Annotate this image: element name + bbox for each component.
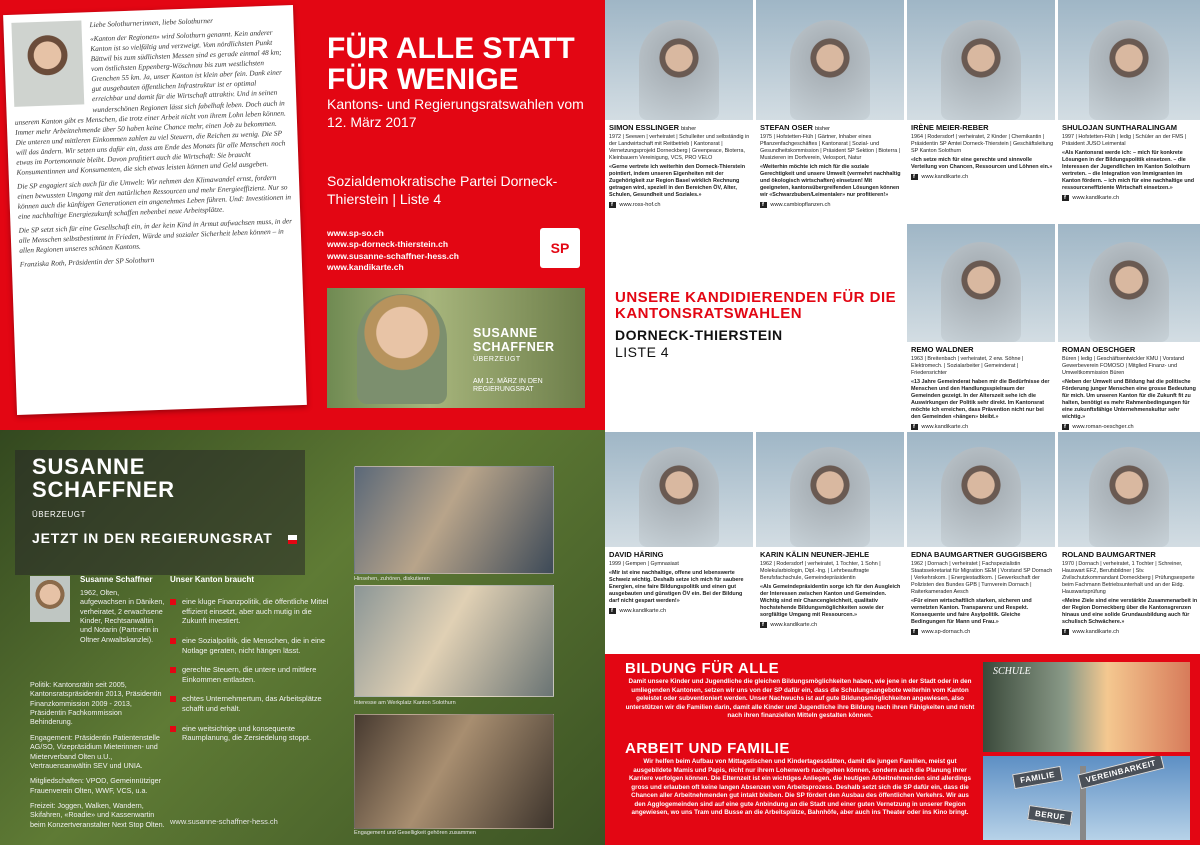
candidate-photo	[1058, 432, 1200, 547]
candidate-web[interactable]: f www.kandikarte.ch	[911, 424, 1054, 430]
link-susanne[interactable]: www.susanne-schaffner-hess.ch	[327, 250, 459, 261]
candidate-quote: «Gerne vertrete ich weiterhin den Dorneck-Thierstein pointiert, indem unseren Eigenheiten mit der Zugehörigkeit zur Region Basel wirklich Rechnung getragen wird, speziell in den Bereichen ÖV, Alter, Schulen, Gesundheit und Soziales.»	[609, 164, 746, 199]
candidate-bio: Büren | ledig | Geschäftsentwickler KMU | Vorstand Gewerbeverein FOMOSO | Mitglied Finanz- und Umweltkommission Büren	[1062, 355, 1184, 376]
candidate-info	[1062, 550, 1198, 652]
arbeit-heading: ARBEIT UND FAMILIE	[625, 740, 790, 757]
list-item: gerechte Steuern, die untere und mittlere Einkommen entlasten.	[170, 665, 335, 684]
candidate-web[interactable]: f www.kandikarte.ch	[760, 622, 903, 629]
candidate-bio: 1972 | Seewen | verheiratet | Schulleiter und selbständig in der Landwirtschaft mit Reitbetrieb | Kantonsrat | Vernetzungsprojekt Dorneckberg | Greenpeace, Bioterra, Kleinbauern Vereinigung, VCS, PRO VELO	[609, 134, 750, 162]
candidate-quote: «Für einen wirtschaftlich starken, sicheren und vernetzten Kanton. Transparenz und Respekt. Konsequente und faire Asylpolitik. Gleiche Bedingungen für Mann und Frau.»	[911, 597, 1032, 625]
bio-freizeit: Freizeit: Joggen, Walken, Wandern, Skifahren, «Roadie» und Kassenwartin beim Konzertveranstalter Next Stop Olten.	[30, 800, 165, 829]
photo-caption-1: Hinsehen, zuhören, diskutieren	[354, 576, 430, 582]
sp-logo: SP	[540, 228, 580, 268]
candidate-name: KARIN KÄLIN NEUNER-JEHLE	[760, 550, 870, 559]
candidate-web[interactable]: f www.cambiopflanzen.ch	[760, 202, 903, 209]
candidate-quote: «Weiterhin möchte ich mich für die soziale Gerechtigkeit und unsere Umwelt (vermehrt nachhaltig und ökologisch wirtschaften) einsetzen! Mit geeigneten, kantonsübergreifenden Lösungen können wir «Schwarzbuben/Leimentaler» nur profitieren!»	[760, 164, 901, 199]
candidate-bio: 1963 | Breitenbach | verheiratet, 2 erw. Söhne | Elektromech. | Sozialarbeiter | Gemeinderat | Friedensrichter	[911, 355, 1024, 376]
canton-list	[170, 597, 335, 753]
chalkboard-text: SCHULE	[993, 666, 1031, 677]
portrait-slogan: JETZT IN DEN REGIERUNGSRAT	[32, 530, 273, 546]
letter-paragraph-1: «Kanton der Regionen» wird Solothurn genannt. Kein anderer Kanton ist so vielfältig und verzweigt. Vom nördlichsten Punkt Bättwil bis zum südlichsten Messen sind es gerade einmal 48 km; vom östlichsten Eppenberg-Wöschnau bis zum westlichsten Grenchen 55 km. Ja, unser Kanton ist klein aber fein. Dank einer gut ausgebauten öffentlichen Infrastruktur ist er optimal erreichbar und damit für die Wirtschaft attraktiv. Und in seinen wunderschönen Regionen lässt sich fabelhaft leben. Doch auch in unserem Kanton gibt es Menschen, die trotz einer Arbeit nicht von ihrem Lohn leben können. Immer mehr Arbeitnehmende über 50 haben keine Chance mehr, einen Job zu bekommen. Die unteren und mittleren Einkommen zahlen zu viel Steuern, die Reichen zu wenig. Die SP will das ändern. Wir setzen uns dafür ein, dass am Ende des Monats für alle Menschen noch etwas im Portemonnaie bleibt. Davon profitiert auch die Wirtschaft: Sie braucht Konsumentinnen und Konsumenten, die sich etwas leisten können und Geld ausgeben.	[14, 27, 286, 177]
cover-candidate-name: SUSANNE SCHAFFNER	[473, 326, 555, 354]
candidate-photo	[756, 0, 904, 120]
sign-vereinbarkeit: VEREINBARKEIT	[1077, 756, 1164, 789]
link-sp-dorneck[interactable]: www.sp-dorneck-thierstein.ch	[327, 239, 449, 250]
cover-ueberzeugt: ÜBERZEUGT	[473, 356, 521, 363]
flag-icon	[288, 535, 297, 544]
candidate-web[interactable]: f www.roman-oeschger.ch	[1062, 424, 1198, 430]
bio-intro: 1962, Olten, aufgewachsen in Däniken, verheiratet, 2 erwachsene Kinder, Rechtsanwältin und Notarin (Partnerin in Oltner Anwaltskanzlei).	[80, 588, 165, 644]
candidate-web[interactable]: f www.sp-dornach.ch	[911, 629, 1054, 636]
candidates-heading: UNSERE KANDIDIERENDEN FÜR DIE KANTONSRATSWAHLEN	[615, 289, 897, 322]
cover-subtitle: Kantons- und Regierungsratswahlen vom 12. März 2017	[327, 96, 584, 130]
cover-title: FÜR ALLE STATT FÜR WENIGE	[327, 32, 575, 96]
candidate-info	[760, 123, 903, 223]
letter-paragraph-2: Die SP engagiert sich auch für die Umwelt: Wir nehmen den Klimawandel ernst, fordern einen bewussten Umgang mit den natürlichen Ressourcen und mehr Energieeffizienz. Nur so können auch die künftigen Generationen ein angenehmes Leben führen. Und: Investitionen in eine nachhaltige Energiezukunft schaffen nebenbei neue Arbeitsplätze.	[16, 172, 292, 221]
candidate-bio: 1997 | Hofstetten-Flüh | ledig | Schüler an der FMS | Präsident JUSO Leimental	[1062, 133, 1187, 147]
candidate-photo	[907, 224, 1055, 342]
cover-party: Sozialdemokratische Partei Dorneck-Thierstein | Liste 4	[327, 173, 558, 208]
arbeit-text: Wir helfen beim Aufbau von Mittagstischen und Kindertagesstätten, damit die jungen Familien, meist gut ausgebildete Mamis und Papis, nicht nur ihrem Lohenwerb nachgehen können, sondern auch die Planung ihrer Karriere verfolgen können. Die Elternzeit ist ein wichtiges Anliegen, die heutigen Arbeitnehmenden sind allerdings gross und erlauben oft keine langen Absenzen vom Arbeitsprozess. Deshalb setzt sich die SP dafür ein, dass die Chancen aller Arbeitnehmenden gut intakt bleiben. Die SP fördert den Ausbau des öffentlichen Verkehrs. Wir aus den Agglogemeinden sind auf eine gute Anbindung an die Stadt und einer guten Vernetzung in unserer Region angewiesen, wo uns Tram und Busse an die Arbeitsplätze, Bahnhöfe, aber auch ins Theater oder ins Kino bringt.	[628, 758, 972, 816]
bio-photo	[30, 576, 70, 622]
candidate-info	[609, 123, 752, 223]
candidate-name: STEFAN OSER bisher	[760, 123, 831, 132]
candidate-bio: 1962 | Rodersdorf | verheiratet, 1 Tochter, 1 Sohn | Molekularbiologin, Dipl.-Ing. | Lehrbeauftragte Berufsfachschule, Gemeindepräsidentin	[760, 560, 881, 581]
candidate-photo	[1058, 0, 1200, 120]
candidate-bio: 1962 | Dornach | verheiratet | Fachspezialistin Staatssekretariat für Migration SEM | Vorstand SP Dornach | Verkehrskom. | Energiestadtkom. | Gewerkschaft der Polizisten des Bundes GPB | Turnverein Dornach | Raiterkameraden Aesch	[911, 560, 1053, 595]
candidate-photo	[756, 432, 904, 547]
president-letter	[3, 5, 307, 415]
candidate-name: IRÈNE MEIER-REBER	[911, 123, 989, 132]
campaign-photo-2	[354, 585, 554, 697]
list-item: eine kluge Finanzpolitik, die öffentliche Mittel effizient einsetzt, aber auch mutig in die Zukunft investiert.	[170, 597, 335, 626]
bio-engagement: Engagement: Präsidentin Patientenstelle AG/SO, Vizepräsidium Mieterinnen- und Mieterverband Olten u.U., Vertrauensanwältin SEV und UNIA.	[30, 732, 160, 770]
candidate-bio: 1999 | Gempen | Gymnasiast	[609, 560, 679, 567]
candidate-name: ROMAN OESCHGER	[1062, 345, 1136, 354]
bio-details	[30, 680, 165, 835]
candidate-bio: 1975 | Hofstetten-Flüh | Gärtner, Inhaber eines Pflanzenfachgeschäftes | Kantonsrat | Sozial- und Gesundheitskommission | Präsident SP Sektion | Bioterra | Musizieren im Dorfverein, Velosport, Natur	[760, 134, 901, 162]
candidate-name: DAVID HÄRING	[609, 550, 664, 559]
candidate-info	[609, 550, 752, 652]
bildung-text: Damit unsere Kinder und Jugendliche die gleichen Bildungsmöglichkeiten haben, wie jene in der Stadt oder in den umliegenden Kantonen, setzen wir uns von der SP dafür ein, dass die Schulungsangebote weiterhin vom Kanton geleistet oder subventioniert werden. Unser Nachwuchs ist auf gute Bildungsmöglichkeiten angewiesen, also unterstützen wir die Familien darin, damit alle Kinder und Jugendliche ihre Bildung nach ihren Fähigkeiten und nicht nach ihren finanziellen Mitteln gestalten können.	[625, 678, 975, 719]
candidate-quote: «13 Jahre Gemeinderat haben mir die Bedürfnisse der Menschen und den Handlungsspielraum der Gemeinden gezeigt. In der Alterszeit sehe ich die Auswirkungen der Politik sehr direkt. Im Kantonsrat möchte ich erreichen, dass Prävention nicht nur bei den Gemeinden «hängen» bleibt.»	[911, 378, 1050, 420]
sign-beruf: BERUF	[1027, 805, 1073, 826]
bio-politik: Politik: Kantonsrätin seit 2005, Kantonsratspräsidentin 2013, Präsidentin Finanzkommission 2009 - 2013, Präsidentin Fachkommission Behinderung.	[30, 680, 162, 727]
portrait-ueberzeugt: ÜBERZEUGT	[32, 510, 86, 519]
letter-signature: Franziska Roth, Präsidentin der SP Solothurn	[19, 255, 155, 270]
photo-caption-2: Interesse am Werkplatz Kanton Solothurn	[354, 700, 456, 706]
letter-author-photo	[11, 20, 84, 106]
candidate-photo	[1058, 224, 1200, 342]
candidate-info	[911, 345, 1054, 430]
bio-mitglied: Mitgliedschaften: VPOD, Gemeinnütziger Frauenverein Olten, WWF, VCS, u.a.	[30, 776, 162, 795]
sign-familie: FAMILIE	[1012, 766, 1063, 789]
cover-election-date: AM 12. MÄRZ IN DEN REGIERUNGSRAT	[473, 378, 543, 394]
candidate-quote: «Ich setze mich für eine gerechte und sinnvolle Verteilung von Chancen, Ressourcen und Löhnen ein.»	[911, 156, 1053, 170]
candidate-info	[760, 550, 903, 652]
candidate-info	[1062, 345, 1198, 430]
letter-paragraph-3: Die SP setzt sich für eine Gesellschaft ein, in der kein Kind in Armut aufwachsen muss, in der alle Menschen selbstbestimmt in Frieden, Würde und sozialer Sicherheit leben können – in allen Regionen unseres schönen Kantons.	[18, 216, 293, 256]
bio-name: Susanne Schaffner	[80, 575, 153, 584]
candidate-web[interactable]: f www.kandikarte.ch	[911, 174, 1054, 181]
list-item: eine weitsichtige und konsequente Raumplanung, die Zersiedelung stoppt.	[170, 724, 335, 743]
portrait-name: SUSANNE SCHAFFNER	[32, 454, 175, 503]
candidate-web[interactable]: f www.kandikarte.ch	[609, 608, 752, 615]
cover-links	[327, 228, 547, 274]
candidate-quote: «Neben der Umwelt und Bildung hat die politische Förderung junger Menschen eine grosse Bedeutung für mich. Um unseren Kanton für die Zukunft fit zu halten, benötigt es mehr Rahmenbedingungen für eine zukunftsfähige Unternehmenskultur sehr wichtig.»	[1062, 378, 1196, 420]
candidate-quote: «Als Kantonsrat werde ich: – mich für konkrete Lösungen in der Bildungspolitik einsetzen. – die Interessen der Jugendlichen im Kanton Solothurn vertreten. – die Integration von Immigranten im Kanton fördern. – ich mich für eine nachhaltige und ressourceneffiziente Wirtschaft einsetzen.»	[1062, 149, 1195, 191]
candidates-liste: LISTE 4	[615, 344, 670, 360]
candidate-name: SIMON ESSLINGER bisher	[609, 123, 697, 132]
candidate-quote: «Als Gemeindepräsidentin sorge ich für den Ausgleich der Interessen zwischen Kanton und Gemeinden. Wichtig sind mir Chancengleichheit, qualitativ hochstehende Bildungsmöglichkeiten sowie der sorgfältige Umgang mit Ressourcen.»	[760, 583, 901, 618]
candidate-web[interactable]: f www.kandikarte.ch	[1062, 195, 1198, 202]
list-item: eine Sozialpolitik, die Menschen, die in eine Notlage geraten, nicht hängen lässt.	[170, 636, 335, 655]
candidate-bio: 1970 | Dornach | verheiratet, 1 Tochter | Schreiner, Hauswart EFZ, Berufsbildner | Stv. Zivilschutzkommandant Dorneckberg | Prüfungsexperte beim Fachmann Betriebsunterhalt und an der Eidg. Hauswartsprüfung	[1062, 560, 1195, 595]
candidate-quote: «Mir ist eine nachhaltige, offene und lebenswerte Schweiz wichtig. Deshalb setze ich mich für saubere Energien, eine faire Bildungspolitik und einen gut ausgebauten und günstigen ÖV ein. Bei der Bildung darf nicht gespart werden!»	[609, 569, 744, 604]
school-children-photo	[983, 662, 1190, 752]
portrait-url[interactable]: www.susanne-schaffner-hess.ch	[170, 817, 278, 826]
candidate-name: ROLAND BAUMGARTNER	[1062, 550, 1156, 559]
candidate-name: SHULOJAN SUNTHARALINGAM	[1062, 123, 1177, 132]
candidate-bio: 1964 | Rodersdorf | verheiratet, 2 Kinder | Chemikantin | Präsidentin SP Amtei Dorneck-Thierstein | Geschäftsleitung SP Kanton Solothurn	[911, 133, 1054, 154]
candidates-region: DORNECK-THIERSTEIN	[615, 327, 783, 343]
bildung-heading: BILDUNG FÜR ALLE	[625, 660, 780, 677]
candidate-name: EDNA BAUMGARTNER GUGGISBERG	[911, 550, 1048, 559]
campaign-photo-1	[354, 466, 554, 574]
candidate-web[interactable]: f www.kandikarte.ch	[1062, 629, 1198, 636]
candidate-photo	[605, 0, 753, 120]
candidate-name: REMO WALDNER	[911, 345, 974, 354]
candidate-web[interactable]: f www.ross-hof.ch	[609, 202, 752, 209]
link-kandikarte[interactable]: www.kandikarte.ch	[327, 262, 404, 273]
candidate-photo	[907, 0, 1055, 120]
letter-greeting: Liebe Solothurnerinnen, liebe Solothurner	[89, 15, 214, 30]
canton-heading: Unser Kanton braucht	[170, 575, 255, 584]
list-item: echtes Unternehmertum, das Arbeitsplätze schafft und erhält.	[170, 694, 335, 713]
candidate-info	[911, 123, 1054, 223]
photo-caption-3: Engagement und Geselligkeit gehören zusammen	[354, 830, 476, 836]
candidate-info	[911, 550, 1054, 652]
candidate-info	[1062, 123, 1198, 223]
candidate-quote: «Meine Ziele sind eine verstärkte Zusammenarbeit in der Region Dorneckberg über die Kantonsgrenzen hinaus und eine solide Grundausbildung auch für schulisch Schwächere.»	[1062, 597, 1198, 625]
link-sp-so[interactable]: www.sp-so.ch	[327, 228, 384, 238]
campaign-photo-3	[354, 714, 554, 829]
candidate-photo	[907, 432, 1055, 547]
signpost-photo	[983, 756, 1190, 840]
candidate-photo	[605, 432, 753, 547]
